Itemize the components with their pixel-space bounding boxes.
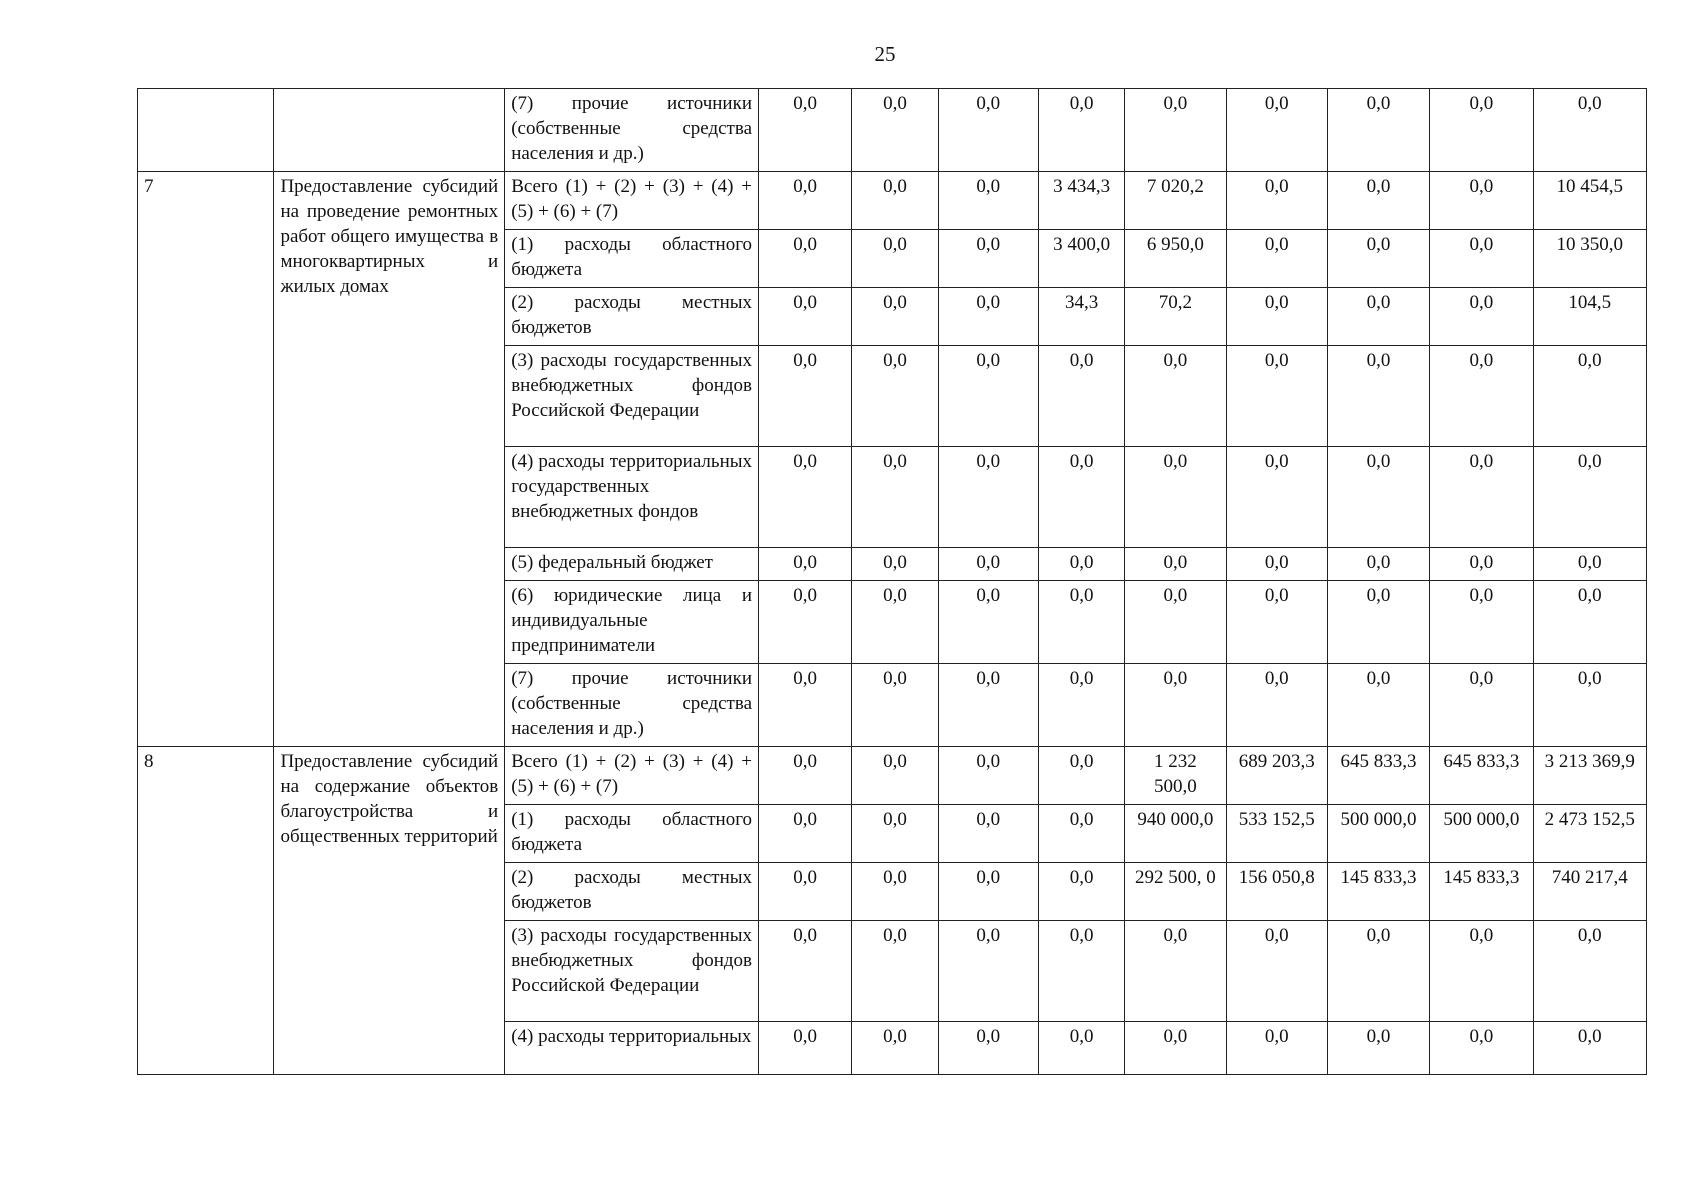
- value-cell: 2 473 152,5: [1533, 805, 1646, 863]
- value-cell: 0,0: [938, 548, 1038, 581]
- measure-name: Предоставление субсидий на содержание объектов благоустройства и общественных территорий: [274, 747, 505, 1075]
- value-cell: 0,0: [1430, 548, 1533, 581]
- value-cell: 740 217,4: [1533, 863, 1646, 921]
- value-cell: 0,0: [1226, 288, 1327, 346]
- value-cell: 0,0: [852, 1022, 938, 1075]
- value-cell: 0,0: [938, 230, 1038, 288]
- value-cell: 104,5: [1533, 288, 1646, 346]
- funding-source: (4) расходы территориальных: [505, 1022, 759, 1075]
- value-cell: 0,0: [852, 664, 938, 747]
- funding-source: (7) прочие источники (собственные средства населения и др.): [505, 664, 759, 747]
- value-cell: 0,0: [1038, 921, 1124, 1022]
- value-cell: 0,0: [1226, 664, 1327, 747]
- value-cell: 0,0: [1533, 664, 1646, 747]
- value-cell: 0,0: [1125, 1022, 1226, 1075]
- value-cell: 0,0: [1226, 921, 1327, 1022]
- table-body: [138, 89, 1647, 1075]
- value-cell: 0,0: [1226, 447, 1327, 548]
- value-cell: 0,0: [852, 921, 938, 1022]
- value-cell: 1 232 500,0: [1125, 747, 1226, 805]
- value-cell: 500 000,0: [1430, 805, 1533, 863]
- value-cell: 0,0: [1125, 89, 1226, 172]
- funding-source: (5) федеральный бюджет: [505, 548, 759, 581]
- value-cell: 0,0: [1430, 1022, 1533, 1075]
- value-cell: 0,0: [1038, 863, 1124, 921]
- value-cell: 0,0: [1327, 1022, 1429, 1075]
- funding-source: Всего (1) + (2) + (3) + (4) + (5) + (6) + (7): [505, 172, 759, 230]
- value-cell: 0,0: [1125, 447, 1226, 548]
- value-cell: 292 500, 0: [1125, 863, 1226, 921]
- value-cell: 0,0: [759, 89, 852, 172]
- value-cell: 500 000,0: [1327, 805, 1429, 863]
- value-cell: 533 152,5: [1226, 805, 1327, 863]
- row-number: 7: [138, 172, 274, 747]
- value-cell: 0,0: [1038, 664, 1124, 747]
- value-cell: 0,0: [1430, 230, 1533, 288]
- value-cell: 0,0: [938, 346, 1038, 447]
- funding-source: (2) расходы местных бюджетов: [505, 288, 759, 346]
- value-cell: 0,0: [852, 805, 938, 863]
- value-cell: 0,0: [852, 581, 938, 664]
- value-cell: 0,0: [759, 447, 852, 548]
- value-cell: 0,0: [1430, 581, 1533, 664]
- value-cell: 0,0: [1327, 230, 1429, 288]
- funding-source: (4) расходы территориальных государственных внебюджетных фондов: [505, 447, 759, 548]
- value-cell: 0,0: [1125, 664, 1226, 747]
- value-cell: 0,0: [759, 346, 852, 447]
- value-cell: 0,0: [1533, 581, 1646, 664]
- value-cell: 0,0: [938, 805, 1038, 863]
- budget-table: [137, 88, 1647, 1075]
- value-cell: 0,0: [1327, 581, 1429, 664]
- value-cell: 0,0: [1038, 89, 1124, 172]
- value-cell: 0,0: [938, 581, 1038, 664]
- value-cell: 0,0: [1038, 805, 1124, 863]
- value-cell: 0,0: [938, 172, 1038, 230]
- value-cell: 156 050,8: [1226, 863, 1327, 921]
- value-cell: 0,0: [759, 288, 852, 346]
- value-cell: 0,0: [1327, 548, 1429, 581]
- value-cell: 0,0: [1038, 581, 1124, 664]
- funding-source: (2) расходы местных бюджетов: [505, 863, 759, 921]
- value-cell: 0,0: [1125, 346, 1226, 447]
- table-row: [138, 172, 1647, 230]
- value-cell: 0,0: [1038, 1022, 1124, 1075]
- value-cell: 0,0: [1533, 1022, 1646, 1075]
- value-cell: 0,0: [852, 863, 938, 921]
- value-cell: 0,0: [1533, 89, 1646, 172]
- value-cell: 0,0: [1226, 1022, 1327, 1075]
- value-cell: 0,0: [1327, 89, 1429, 172]
- value-cell: 0,0: [1038, 346, 1124, 447]
- value-cell: 145 833,3: [1430, 863, 1533, 921]
- funding-source: (1) расходы областного бюджета: [505, 230, 759, 288]
- value-cell: 0,0: [1327, 172, 1429, 230]
- value-cell: 0,0: [759, 747, 852, 805]
- value-cell: 0,0: [1327, 288, 1429, 346]
- value-cell: 0,0: [938, 447, 1038, 548]
- value-cell: 0,0: [759, 863, 852, 921]
- value-cell: 6 950,0: [1125, 230, 1226, 288]
- value-cell: 0,0: [1430, 172, 1533, 230]
- value-cell: 0,0: [1430, 89, 1533, 172]
- value-cell: 0,0: [1038, 747, 1124, 805]
- value-cell: 0,0: [759, 172, 852, 230]
- value-cell: 0,0: [852, 172, 938, 230]
- value-cell: 0,0: [1038, 447, 1124, 548]
- value-cell: 0,0: [1327, 664, 1429, 747]
- value-cell: 689 203,3: [1226, 747, 1327, 805]
- value-cell: 0,0: [1226, 89, 1327, 172]
- value-cell: 0,0: [852, 346, 938, 447]
- value-cell: 940 000,0: [1125, 805, 1226, 863]
- value-cell: 0,0: [938, 1022, 1038, 1075]
- funding-source: (3) расходы государственных внебюджетных фондов Российской Федерации: [505, 921, 759, 1022]
- value-cell: 0,0: [1226, 172, 1327, 230]
- value-cell: 0,0: [852, 288, 938, 346]
- table-row: [138, 747, 1647, 805]
- row-number: [138, 89, 274, 172]
- value-cell: 0,0: [852, 89, 938, 172]
- value-cell: 0,0: [759, 230, 852, 288]
- funding-source: Всего (1) + (2) + (3) + (4) + (5) + (6) + (7): [505, 747, 759, 805]
- value-cell: 145 833,3: [1327, 863, 1429, 921]
- value-cell: 0,0: [759, 548, 852, 581]
- value-cell: 0,0: [1226, 581, 1327, 664]
- value-cell: 0,0: [938, 89, 1038, 172]
- value-cell: 0,0: [1226, 230, 1327, 288]
- measure-name: Предоставление субсидий на проведение ремонтных работ общего имущества в многоквартирных и жилых домах: [274, 172, 505, 747]
- value-cell: 0,0: [1038, 548, 1124, 581]
- value-cell: 0,0: [1226, 346, 1327, 447]
- value-cell: 0,0: [759, 921, 852, 1022]
- value-cell: 10 350,0: [1533, 230, 1646, 288]
- value-cell: 0,0: [759, 805, 852, 863]
- value-cell: 0,0: [938, 921, 1038, 1022]
- value-cell: 0,0: [1430, 288, 1533, 346]
- value-cell: 0,0: [1125, 581, 1226, 664]
- value-cell: 645 833,3: [1430, 747, 1533, 805]
- measure-name: [274, 89, 505, 172]
- value-cell: 3 213 369,9: [1533, 747, 1646, 805]
- value-cell: 0,0: [1327, 346, 1429, 447]
- value-cell: 0,0: [1533, 447, 1646, 548]
- value-cell: 3 400,0: [1038, 230, 1124, 288]
- value-cell: 0,0: [938, 747, 1038, 805]
- value-cell: 7 020,2: [1125, 172, 1226, 230]
- value-cell: 0,0: [1125, 548, 1226, 581]
- value-cell: 0,0: [1327, 447, 1429, 548]
- value-cell: 0,0: [1533, 921, 1646, 1022]
- value-cell: 3 434,3: [1038, 172, 1124, 230]
- value-cell: 0,0: [938, 288, 1038, 346]
- value-cell: 0,0: [852, 230, 938, 288]
- value-cell: 0,0: [759, 1022, 852, 1075]
- value-cell: 0,0: [1430, 447, 1533, 548]
- value-cell: 0,0: [938, 863, 1038, 921]
- value-cell: 0,0: [1125, 921, 1226, 1022]
- funding-source: (6) юридические лица и индивидуальные предприниматели: [505, 581, 759, 664]
- value-cell: 0,0: [759, 664, 852, 747]
- value-cell: 0,0: [938, 664, 1038, 747]
- value-cell: 0,0: [1533, 548, 1646, 581]
- funding-source: (3) расходы государственных внебюджетных фондов Российской Федерации: [505, 346, 759, 447]
- value-cell: 34,3: [1038, 288, 1124, 346]
- value-cell: 0,0: [852, 747, 938, 805]
- value-cell: 10 454,5: [1533, 172, 1646, 230]
- value-cell: 0,0: [852, 548, 938, 581]
- value-cell: 0,0: [1430, 664, 1533, 747]
- page-number: 25: [874, 42, 896, 66]
- value-cell: 0,0: [759, 581, 852, 664]
- value-cell: 0,0: [1226, 548, 1327, 581]
- value-cell: 0,0: [1430, 346, 1533, 447]
- funding-source: (1) расходы областного бюджета: [505, 805, 759, 863]
- table-row: [138, 89, 1647, 172]
- value-cell: 0,0: [1327, 921, 1429, 1022]
- funding-source: (7) прочие источники (собственные средства населения и др.): [505, 89, 759, 172]
- value-cell: 0,0: [1430, 921, 1533, 1022]
- value-cell: 0,0: [1533, 346, 1646, 447]
- value-cell: 0,0: [852, 447, 938, 548]
- value-cell: 645 833,3: [1327, 747, 1429, 805]
- value-cell: 70,2: [1125, 288, 1226, 346]
- row-number: 8: [138, 747, 274, 1075]
